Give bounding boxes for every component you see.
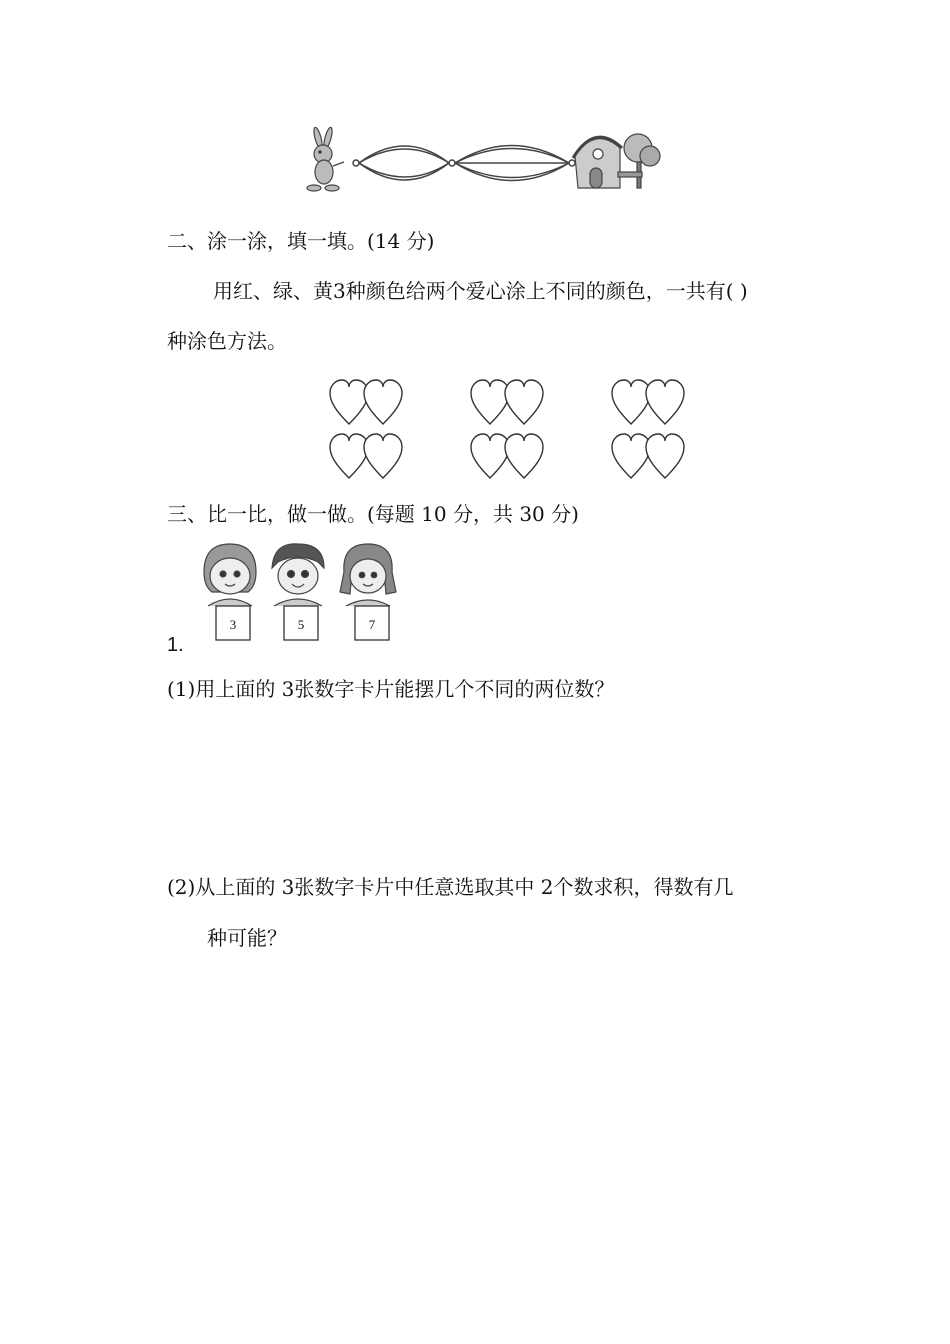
heart-pair-icon[interactable] (330, 380, 402, 424)
question1-part2-line2: 种可能？ (207, 926, 287, 950)
question1-part2-line1: (2)从上面的 3张数字卡片中任意选取其中 2个数求积，得数有几 (167, 875, 734, 899)
heart-pair-icon[interactable] (330, 434, 402, 478)
card-value-1: 3 (229, 617, 237, 632)
question1-part1: (1)用上面的 3张数字卡片能摆几个不同的两位数？ (167, 677, 615, 701)
card-value-3: 7 (368, 617, 376, 632)
children-cards-illustration (200, 542, 400, 642)
house-icon (573, 134, 660, 188)
heart-pair-icon[interactable] (612, 434, 684, 478)
question-number: 1. (167, 634, 184, 656)
section2-question-line2: 种涂色方法。 (167, 329, 287, 353)
section2-heading: 二、涂一涂，填一填。(14 分) (167, 229, 435, 253)
child-boy2-icon (272, 544, 324, 606)
question-text: 用红、绿、黄3种颜色给两个爱心涂上不同的颜色，一共有 (213, 279, 726, 303)
child-boy-icon (204, 544, 256, 606)
route-illustration (300, 126, 665, 198)
card-value-2: 5 (297, 617, 305, 632)
heart-pair-icon[interactable] (471, 380, 543, 424)
paths (353, 146, 575, 181)
section2-question-line1 (213, 281, 748, 301)
heart-pair-icon[interactable] (612, 380, 684, 424)
rabbit-icon (307, 127, 344, 191)
hearts-grid (328, 378, 688, 480)
child-girl-icon (340, 544, 396, 606)
heart-pair-icon[interactable] (471, 434, 543, 478)
section3-heading: 三、比一比，做一做。(每题 10 分，共 30 分) (167, 502, 579, 526)
answer-blank[interactable]: ( ) (725, 279, 748, 303)
